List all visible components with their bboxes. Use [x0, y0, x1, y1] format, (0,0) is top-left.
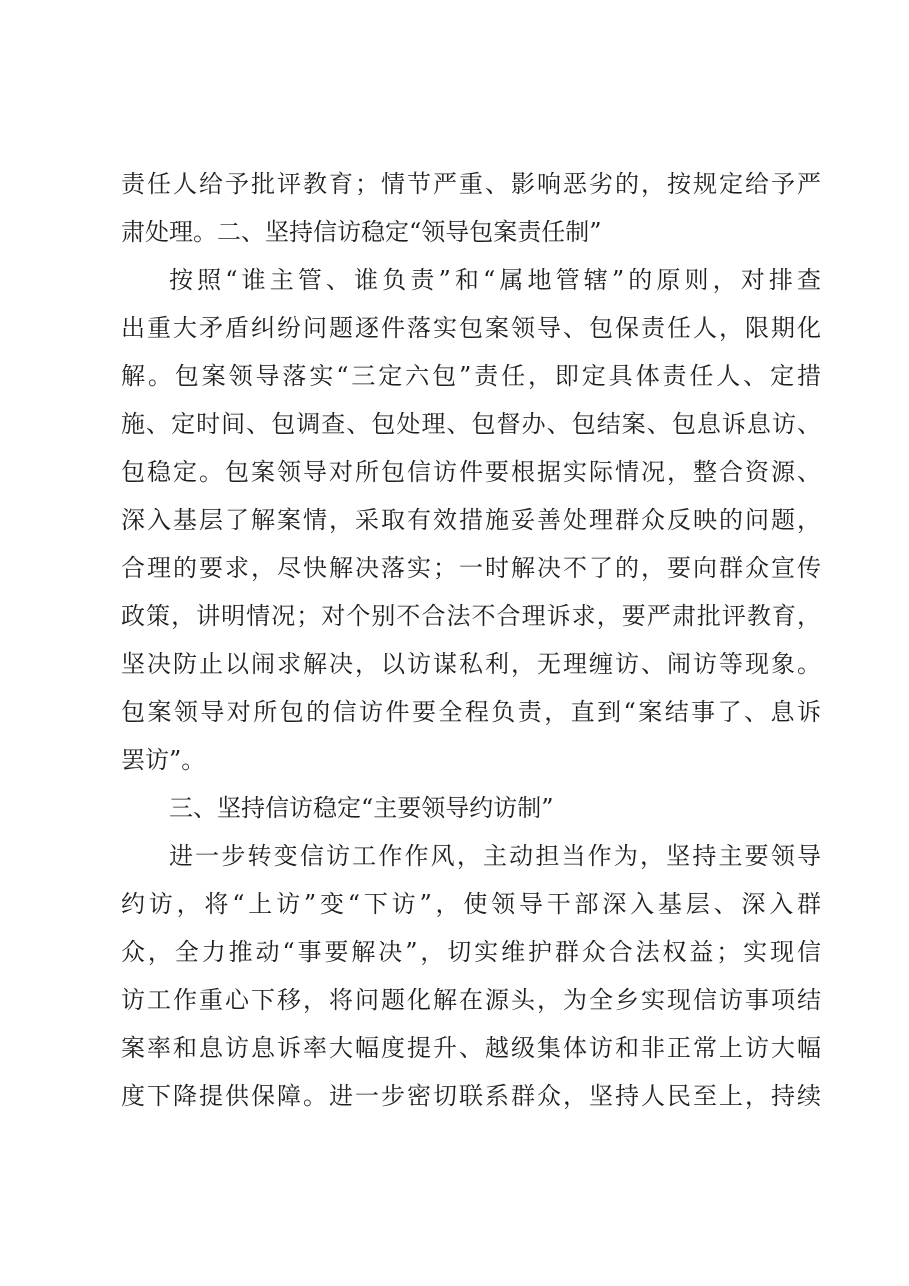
text-line-19: 案率和息访息诉率大幅度提升、越级集体访和非正常上访大幅 [121, 1034, 821, 1062]
text-line-7: 包稳定。包案领导对所包信访件要根据实际情况，整合资源、 [121, 458, 821, 486]
text-line-12: 包案领导对所包的信访件要全程负责，直到“案结事了、息诉 [121, 698, 821, 726]
text-line-2: 肃处理。二、坚持信访稳定“领导包案责任制” [121, 218, 602, 246]
text-line-9: 合理的要求，尽快解决落实；一时解决不了的，要向群众宣传 [121, 554, 821, 582]
text-line-18: 访工作重心下移，将问题化解在源头，为全乡实现信访事项结 [121, 986, 821, 1014]
text-line-13: 罢访”。 [121, 746, 206, 774]
text-line-15: 进一步转变信访工作作风，主动担当作为，坚持主要领导 [169, 842, 821, 870]
section-heading-3: 三、坚持信访稳定“主要领导约访制” [169, 794, 554, 822]
text-line-10: 政策，讲明情况；对个别不合法不合理诉求，要严肃批评教育， [121, 602, 821, 630]
text-line-1: 责任人给予批评教育；情节严重、影响恶劣的，按规定给予严 [121, 170, 821, 198]
text-line-3: 按照“谁主管、谁负责”和“属地管辖”的原则，对排查 [169, 266, 821, 294]
text-line-6: 施、定时间、包调查、包处理、包督办、包结案、包息诉息访、 [121, 410, 821, 438]
text-line-5: 解。包案领导落实“三定六包”责任，即定具体责任人、定措 [121, 362, 821, 390]
text-line-4: 出重大矛盾纠纷问题逐件落实包案领导、包保责任人，限期化 [121, 314, 821, 342]
text-line-20: 度下降提供保障。进一步密切联系群众，坚持人民至上，持续 [121, 1082, 821, 1110]
text-line-8: 深入基层了解案情，采取有效措施妥善处理群众反映的问题， [121, 506, 821, 534]
text-line-16: 约访，将“上访”变“下访”，使领导干部深入基层、深入群 [121, 890, 821, 918]
text-line-17: 众，全力推动“事要解决”，切实维护群众合法权益；实现信 [121, 938, 821, 966]
text-line-11: 坚决防止以闹求解决，以访谋私利，无理缠访、闹访等现象。 [121, 650, 821, 678]
